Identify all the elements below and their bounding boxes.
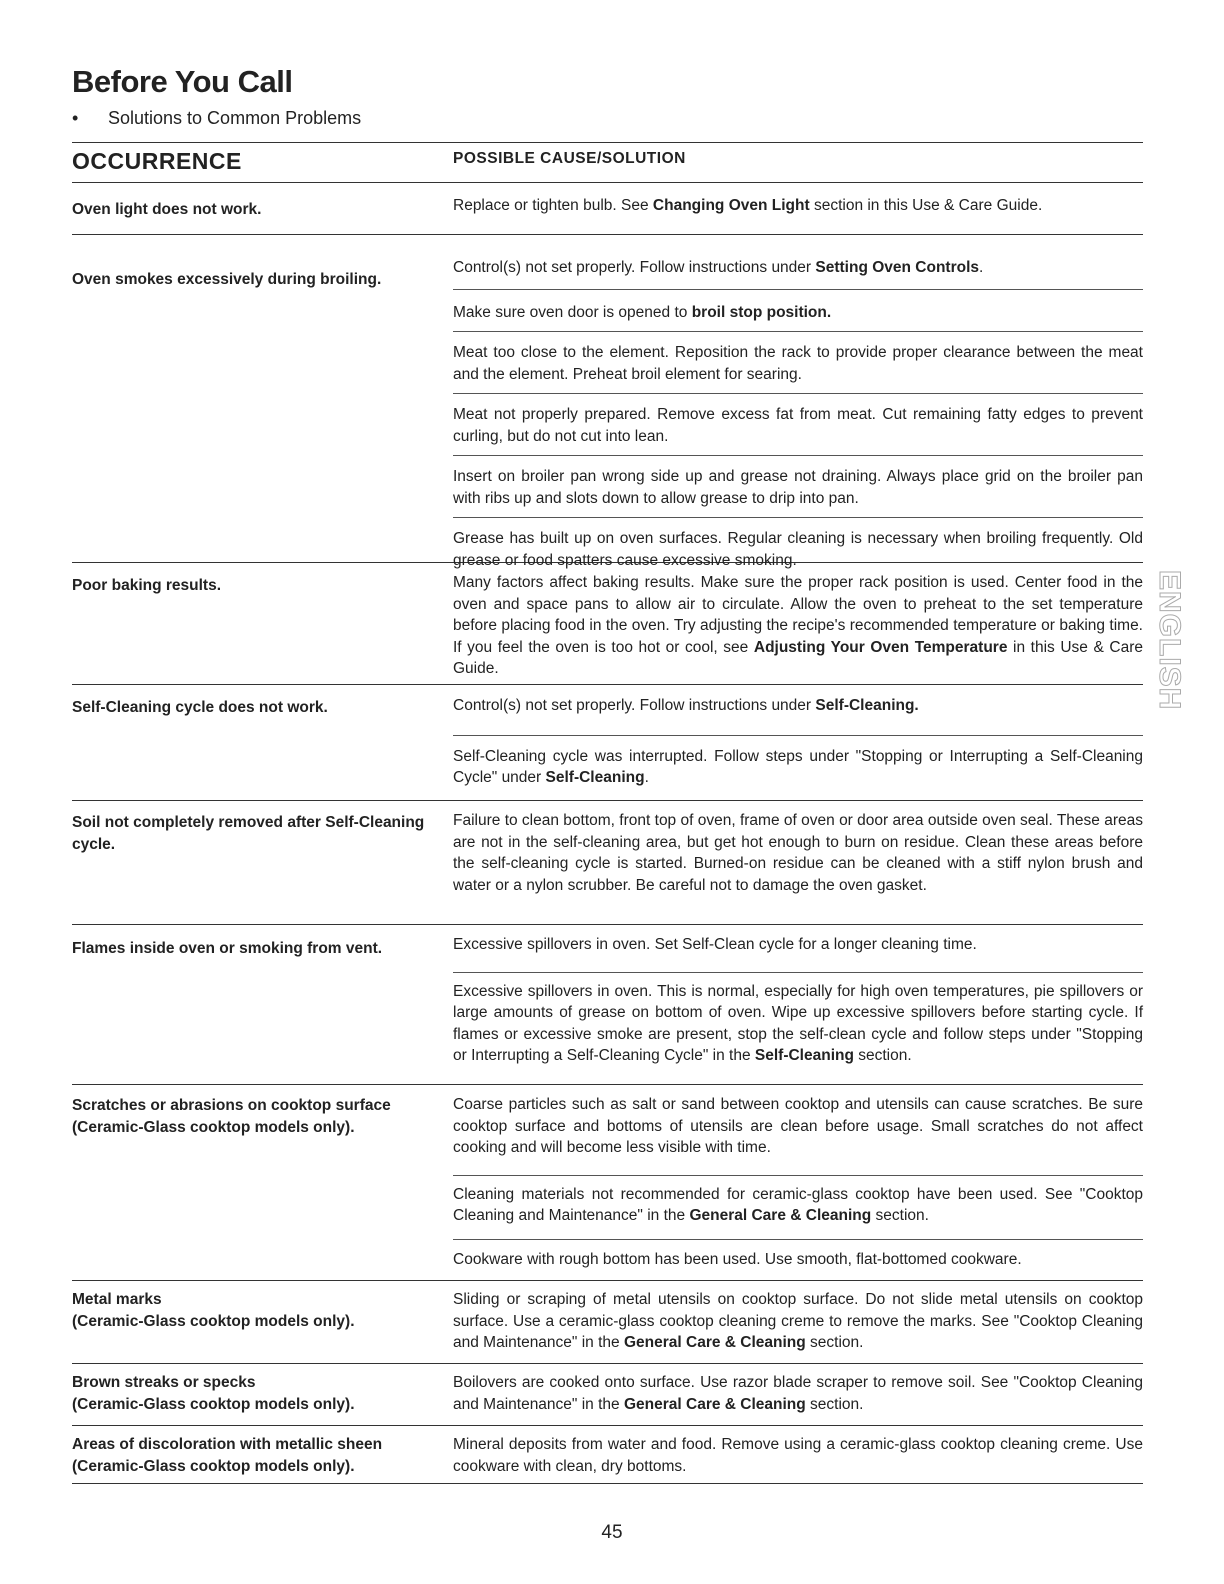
solution-text: Make sure oven door is opened to broil stop position.	[453, 289, 1143, 332]
page-number: 45	[601, 1522, 623, 1543]
occurrence-text: Soil not completely removed after Self-Cleaning cycle.	[72, 814, 425, 853]
occurrence-text: Brown streaks or specks (Ceramic-Glass cooktop models only).	[72, 1374, 355, 1413]
solution-text: Control(s) not set properly. Follow instructions under Self-Cleaning.	[453, 697, 919, 714]
solution-text: Excessive spillovers in oven. This is normal, especially for high oven temperatures, pie spillovers or large amounts of grease on bottom of oven. Wipe up excessive spillovers before starting cycle. If flames or excessive smoke are present, stop the self-clean cycle and follow steps under "Stopping or Interrupting a Self-Cleaning Cycle" in the Self-Cleaning section.	[453, 972, 1143, 1073]
language-side-tab: ENGLISH	[1153, 569, 1186, 711]
occurrence-text: Oven light does not work.	[72, 201, 262, 218]
solution-cell	[453, 801, 1143, 905]
solution-cell	[453, 563, 1143, 688]
solution-text: Grease has built up on oven surfaces. Regular cleaning is necessary when broiling frequently. Old grease or food spatters cause excessive smoking.	[453, 517, 1143, 579]
occurrence-text: Areas of discoloration with metallic sheen (Ceramic-Glass cooktop models only).	[72, 1436, 383, 1475]
solution-cell	[453, 1085, 1143, 1276]
solution-text: Boilovers are cooked onto surface. Use razor blade scraper to remove soil. See "Cooktop Cleaning and Maintenance" in the General Care & Cleaning section.	[453, 1374, 1143, 1413]
table-row	[72, 1364, 1143, 1426]
table-row	[72, 925, 1143, 1085]
solution-cell	[453, 1426, 1143, 1486]
solution-cell	[453, 235, 1143, 579]
solution-text: Failure to clean bottom, front top of oven, frame of oven or door area outside oven seal. These areas are not in the self-cleaning area, but get hot enough to burn on residue. Clean these areas before the self-cleaning cycle is started. Burned-on residue can be cleaned with a stiff nylon brush and water or a nylon scrubber. Be careful not to damage the oven gasket.	[453, 812, 1143, 894]
solution-text: Excessive spillovers in oven. Set Self-Clean cycle for a longer cleaning time.	[453, 936, 977, 953]
page-title: Before You Call	[72, 64, 293, 99]
bullet-marker: •	[72, 108, 79, 128]
solution-cell	[453, 183, 1143, 231]
column-header-occurrence: OCCURRENCE	[72, 148, 242, 174]
solution-text: Meat too close to the element. Reposition the rack to provide proper clearance between the meat and the element. Preheat broil element for searing.	[453, 331, 1143, 393]
occurrence-text: Oven smokes excessively during broiling.	[72, 271, 382, 288]
table-row	[72, 801, 1143, 925]
solution-cell	[453, 925, 1143, 1073]
table-row	[72, 235, 1143, 569]
solution-text: Meat not properly prepared. Remove excess fat from meat. Cut remaining fatty edges to prevent curling, but do not cut into lean.	[453, 393, 1143, 455]
occurrence-text: Self-Cleaning cycle does not work.	[72, 699, 328, 716]
solution-text: Mineral deposits from water and food. Remove using a ceramic-glass cooktop cleaning creme. Use cookware with clean, dry bottoms.	[453, 1436, 1143, 1475]
solution-text: Cookware with rough bottom has been used. Use smooth, flat-bottomed cookware.	[453, 1239, 1143, 1277]
troubleshooting-table	[72, 183, 1143, 1484]
solution-cell	[453, 685, 1143, 797]
solution-text: Coarse particles such as salt or sand between cooktop and utensils can cause scratches. Be sure cooktop surface and bottoms of utensils are clean before usage. Small scratches do not affect cooking and will become less visible with time.	[453, 1096, 1143, 1156]
header-rule-top	[72, 142, 1143, 143]
solution-cell	[453, 1364, 1143, 1423]
solution-text: Sliding or scraping of metal utensils on cooktop surface. Do not slide metal utensils on cooktop surface. Use a ceramic-glass cooktop cleaning creme to remove the marks. See "Cooktop Cleaning and Maintenance" in the General Care & Cleaning section.	[453, 1291, 1143, 1351]
table-row	[72, 1085, 1143, 1281]
solution-text: Self-Cleaning cycle was interrupted. Follow steps under "Stopping or Interrupting a Self-Cleaning Cycle" under Self-Cleaning.	[453, 735, 1143, 797]
occurrence-text: Metal marks (Ceramic-Glass cooktop models only).	[72, 1291, 355, 1330]
table-row	[72, 1281, 1143, 1364]
solution-cell	[453, 1281, 1143, 1363]
occurrence-text: Scratches or abrasions on cooktop surface (Ceramic-Glass cooktop models only).	[72, 1097, 391, 1136]
solution-text: Insert on broiler pan wrong side up and grease not draining. Always place grid on the broiler pan with ribs up and slots down to allow grease to drip into pan.	[453, 455, 1143, 517]
table-row	[72, 563, 1143, 685]
table-row	[72, 183, 1143, 235]
subtitle-text: Solutions to Common Problems	[108, 108, 362, 128]
page-subtitle	[72, 108, 361, 129]
solution-text: Replace or tighten bulb. See Changing Oven Light section in this Use & Care Guide.	[453, 197, 1043, 214]
occurrence-text: Flames inside oven or smoking from vent.	[72, 940, 383, 957]
table-row	[72, 1426, 1143, 1484]
occurrence-text: Poor baking results.	[72, 577, 222, 594]
table-row	[72, 685, 1143, 801]
solution-text: Control(s) not set properly. Follow instructions under Setting Oven Controls.	[453, 259, 984, 276]
solution-text: Many factors affect baking results. Make sure the proper rack position is used. Center food in the oven and space pans to allow air to circulate. Allow the oven to preheat to the set temperature before placing food in the oven. Try adjusting the recipe's recommended temperature or baking time. If you feel the oven is too hot or cool, see Adjusting Your Oven Temperature in this Use & Care Guide.	[453, 574, 1144, 677]
solution-text: Cleaning materials not recommended for ceramic-glass cooktop have been used. See "Cooktop Cleaning and Maintenance" in the General Care & Cleaning section.	[453, 1175, 1143, 1239]
column-header-solution: POSSIBLE CAUSE/SOLUTION	[453, 150, 686, 167]
